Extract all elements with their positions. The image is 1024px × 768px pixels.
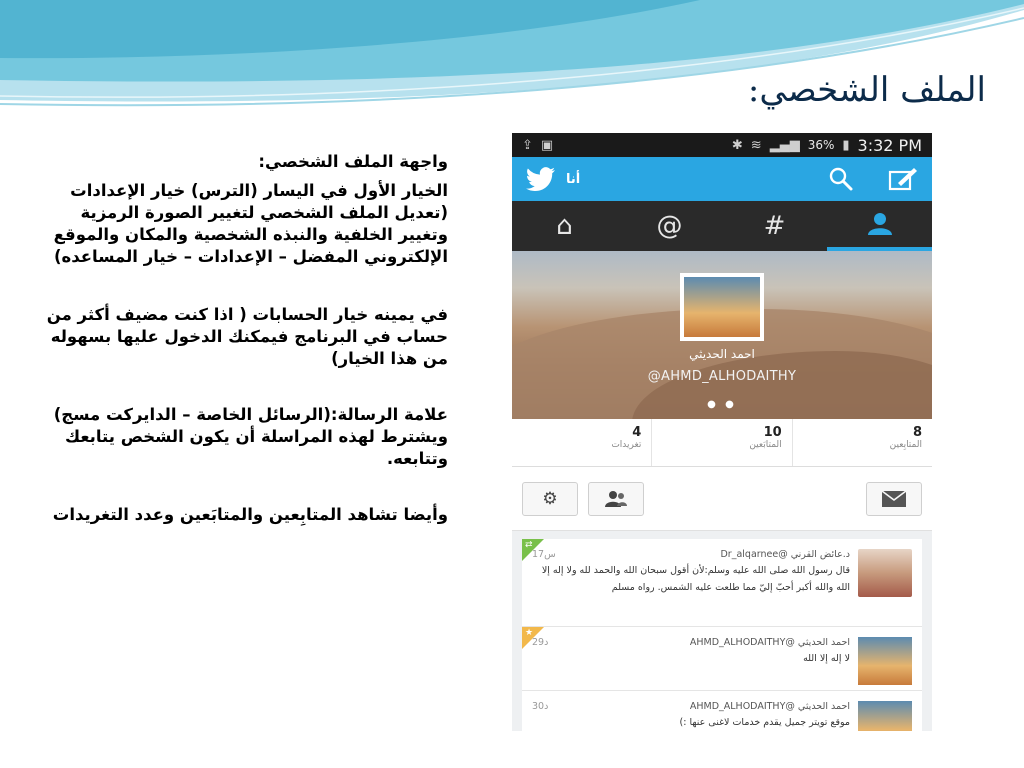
tweet-body xyxy=(532,637,858,682)
home-icon: ⌂ xyxy=(556,211,573,241)
profile-handle: @AHMD_ALHODAITHY xyxy=(647,369,797,384)
stat-followers[interactable] xyxy=(793,419,932,466)
battery-icon: ▮ xyxy=(842,137,850,153)
signal-icon: ▂▄▆ xyxy=(769,137,800,153)
profile-actions xyxy=(512,467,932,531)
slide-paragraph-followers: وأيضا تشاهد المتابِعين والمتابَعين وعدد التغريدات xyxy=(52,505,448,524)
battery-level: 36% xyxy=(807,138,835,152)
tweet-time: 29د xyxy=(532,637,549,648)
stat-following-count: 10 xyxy=(763,425,782,440)
stat-tweets-label: تغريدات xyxy=(611,440,642,450)
tab-home[interactable] xyxy=(512,201,617,251)
slide-title: الملف الشخصي: xyxy=(747,70,986,110)
app-identity xyxy=(526,167,580,191)
envelope-icon xyxy=(881,490,907,508)
tweet-text: لا إله إلا الله xyxy=(803,653,850,664)
page-title: أنا xyxy=(566,171,581,187)
slide-heading: واجهة الملف الشخصي: xyxy=(258,152,448,171)
slide-paragraph-settings: الخيار الأول في اليسار (الترس) خيار الإعدادات (تعديل الملف الشخصي لتغيير الصورة الرمزية وتغيير الخلفية والنبذه الشخصية والمكان والموقع الإلكتروني المفضل – الإعدادات – خيار المساعده) xyxy=(53,181,448,266)
page-indicator-dots: ● ● xyxy=(707,399,737,410)
tweet-time: 30د xyxy=(532,701,549,712)
stat-followers-label: المتابِعين xyxy=(889,440,922,450)
tweet-text: قال رسول الله صلى الله عليه وسلم:لأن أقول سبحان الله والحمد لله ولا إله إلا الله والله أكبر أحبّ إليّ مما طلعت عليه الشمس. رواه مسلم xyxy=(541,565,850,593)
profile-name: احمد الحديثي xyxy=(689,347,755,361)
tweet-header xyxy=(532,701,850,712)
compose-icon[interactable] xyxy=(888,166,918,192)
slide-paragraph-messages: علامة الرسالة:(الرسائل الخاصة – الدايركت مسج) ويشترط لهذه المراسلة أن يكون الشخص يتابعك وتتابعه. xyxy=(53,405,448,468)
avatar-image xyxy=(684,277,760,337)
tweet-body xyxy=(532,701,858,731)
gear-icon: ⚙ xyxy=(542,488,558,509)
hashtag-icon: # xyxy=(763,211,786,241)
slide-text-column xyxy=(28,150,448,560)
stat-tweets[interactable] xyxy=(512,419,652,466)
tweet-body xyxy=(532,549,858,618)
tweet-author: احمد الحديثي @AHMD_ALHODAITHY xyxy=(689,637,850,648)
profile-avatar[interactable] xyxy=(680,273,764,341)
tweet-header xyxy=(532,549,850,560)
twitter-bird-icon xyxy=(526,167,556,191)
tab-me[interactable] xyxy=(827,201,932,251)
retweet-badge xyxy=(522,539,544,561)
accounts-button[interactable] xyxy=(588,482,644,516)
tweet-author: احمد الحديثي @AHMD_ALHODAITHY xyxy=(689,701,850,712)
tweet-list xyxy=(512,531,932,731)
action-buttons xyxy=(828,166,918,192)
tab-mentions[interactable] xyxy=(617,201,722,251)
tweet-item[interactable] xyxy=(522,539,922,627)
upload-icon: ⇪ xyxy=(522,137,533,153)
tweet-item[interactable] xyxy=(522,627,922,691)
direct-message-button[interactable] xyxy=(866,482,922,516)
settings-button[interactable] xyxy=(522,482,578,516)
wifi-icon: ≋ xyxy=(750,137,762,153)
user-icon xyxy=(865,211,895,237)
tweet-time: 17س xyxy=(532,549,556,560)
clock: 3:32 PM xyxy=(857,135,922,155)
favorite-badge xyxy=(522,627,544,649)
bluetooth-icon: ✱ xyxy=(731,137,743,153)
stat-followers-count: 8 xyxy=(912,425,922,440)
stat-tweets-count: 4 xyxy=(632,425,642,440)
at-sign-icon: @ xyxy=(656,211,683,241)
tweet-avatar[interactable] xyxy=(858,549,912,597)
tweet-author: د.عائض القرني @Dr_alqarnee xyxy=(720,549,850,560)
profile-header xyxy=(512,251,932,419)
tweet-header xyxy=(532,637,850,648)
stat-following[interactable] xyxy=(652,419,792,466)
search-icon[interactable] xyxy=(828,166,854,192)
tweet-avatar[interactable] xyxy=(858,701,912,731)
accounts-icon xyxy=(604,490,628,508)
image-icon: ▣ xyxy=(540,137,554,153)
action-bar xyxy=(512,157,932,201)
status-bar xyxy=(512,133,932,157)
tweet-text: موقع تويتر جميل يقدم خدمات لاغنى عنها :) xyxy=(679,717,850,728)
tab-bar xyxy=(512,201,932,251)
tweet-avatar[interactable] xyxy=(858,637,912,685)
phone-screenshot xyxy=(512,133,932,731)
retweet-icon: ⇄ xyxy=(525,540,533,550)
profile-stats xyxy=(512,419,932,467)
stat-following-label: المتابَعين xyxy=(749,440,782,450)
tweet-item[interactable] xyxy=(522,691,922,731)
tab-discover[interactable] xyxy=(722,201,827,251)
slide-paragraph-accounts: في يمينه خيار الحسابات ( اذا كنت مضيف أكثر من حساب في البرنامج فيمكنك الدخول عليها بسهوله من هذا الخيار) xyxy=(46,305,448,368)
star-icon: ★ xyxy=(525,628,534,638)
